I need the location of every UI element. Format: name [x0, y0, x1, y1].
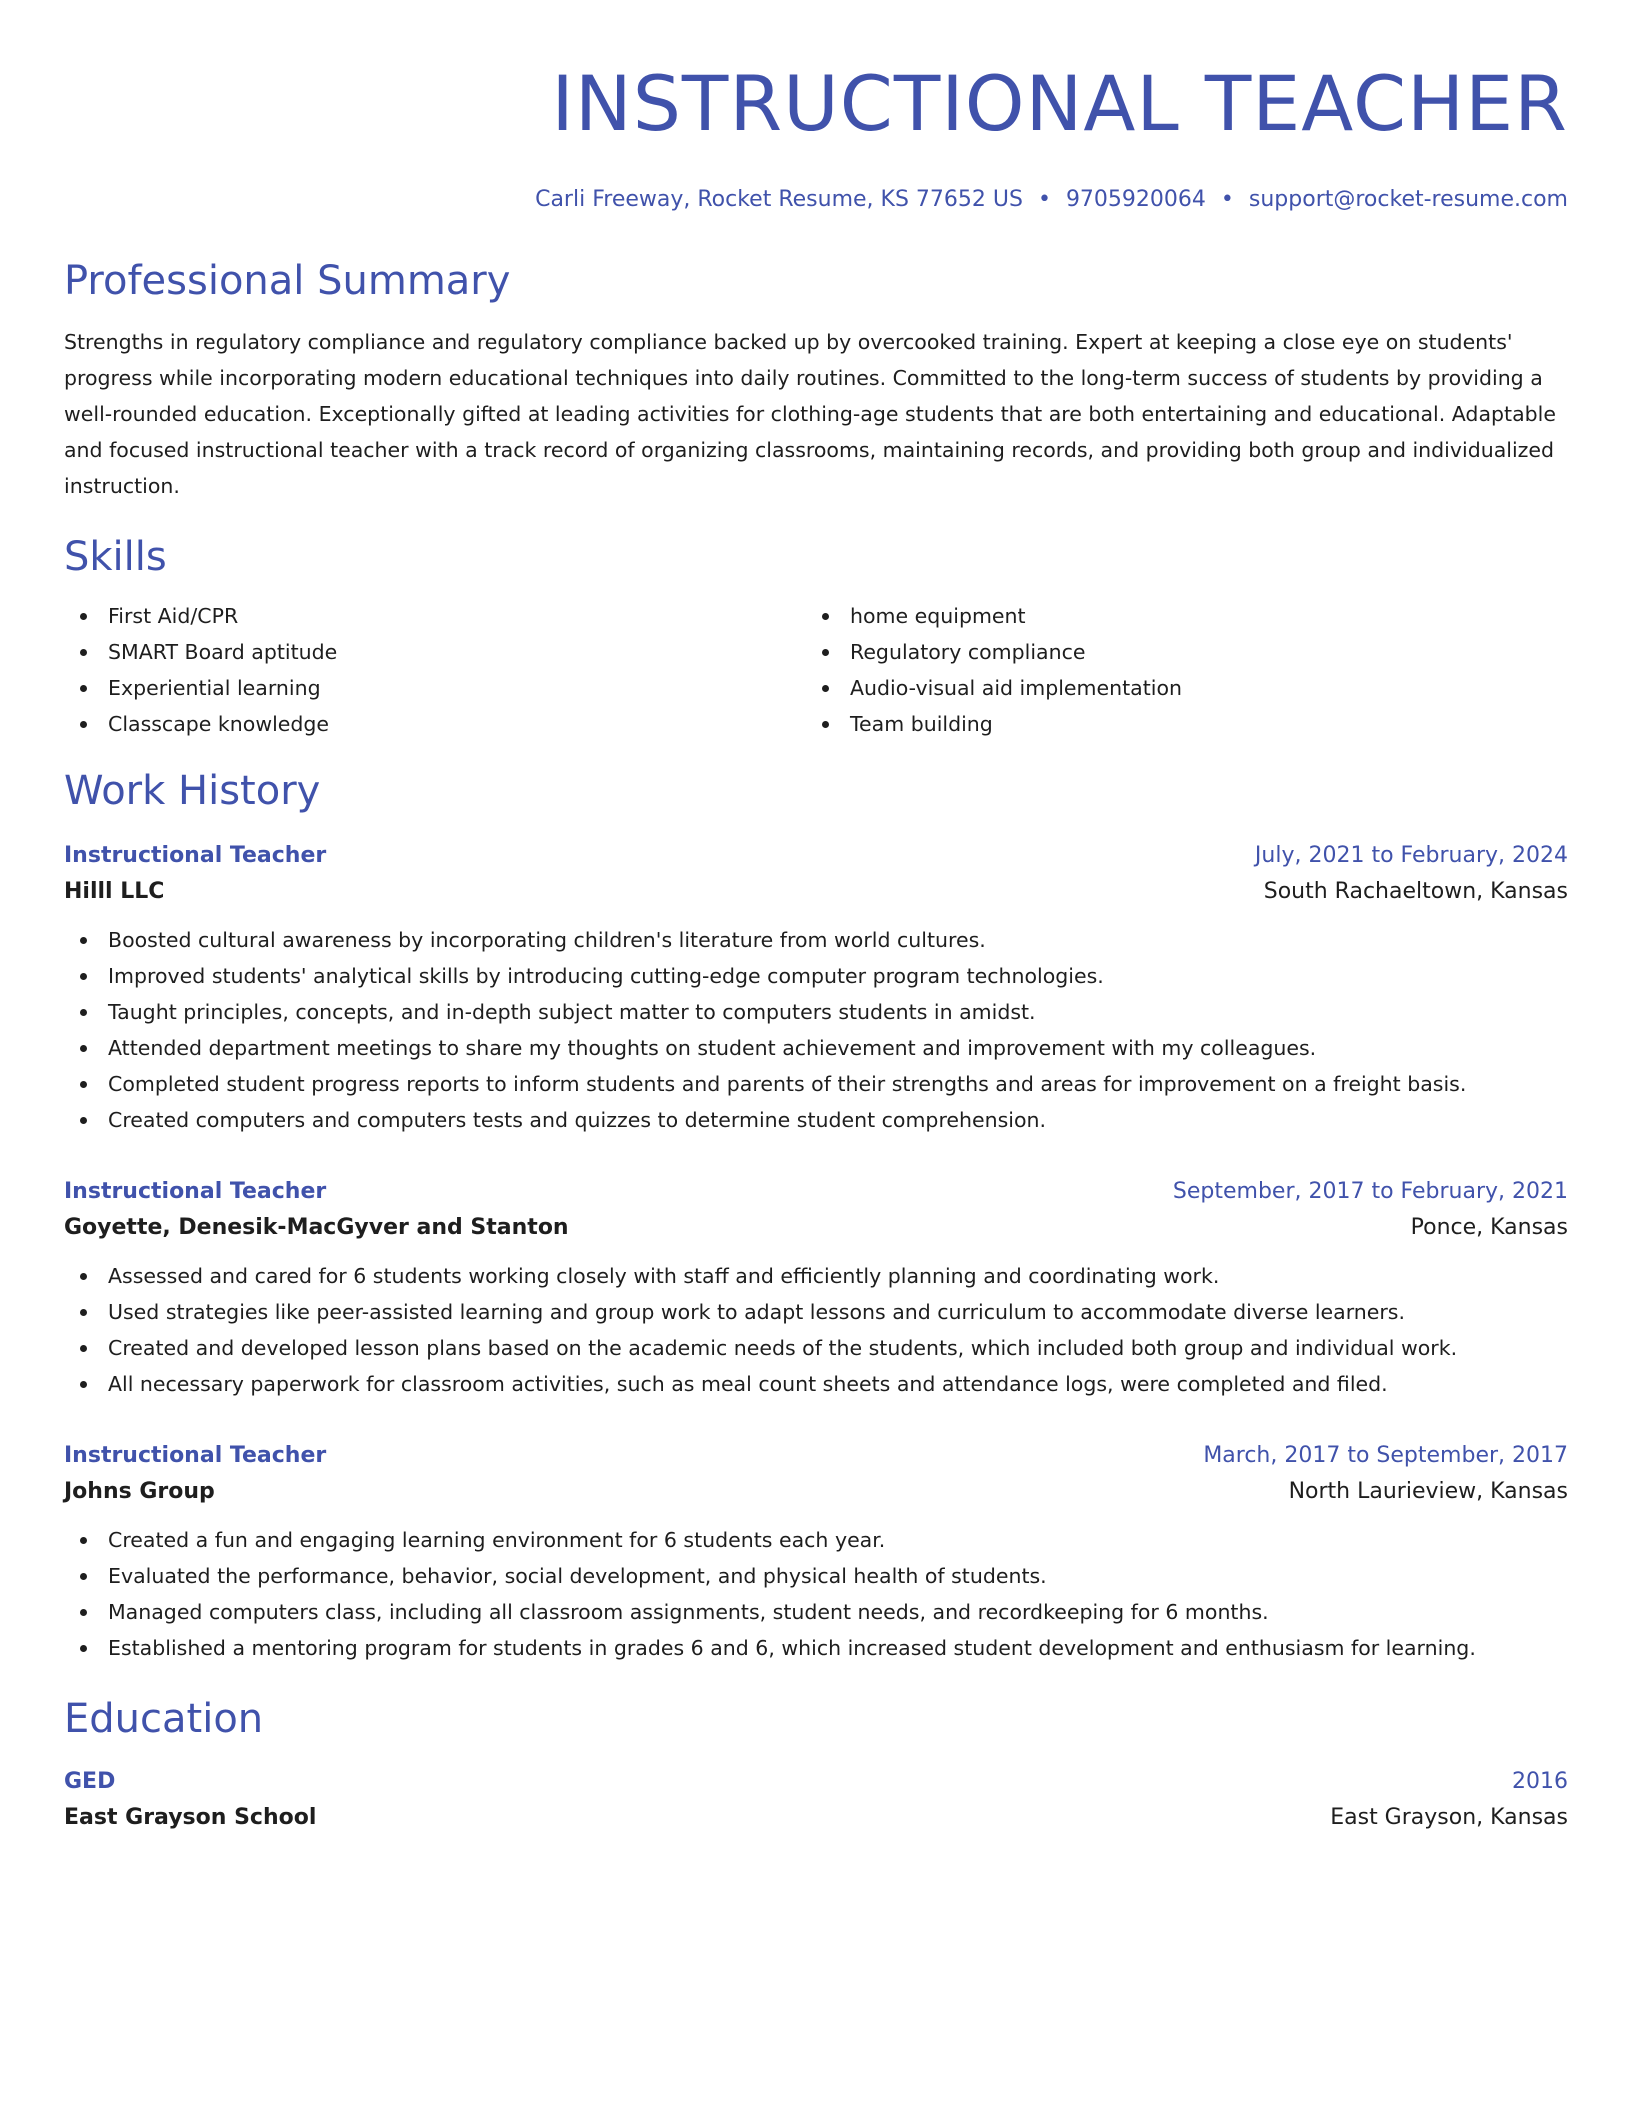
job-bullet: Completed student progress reports to inform students and parents of their strengths and areas for improvement on a freight basis.	[64, 1066, 1568, 1102]
resume-name-heading: INSTRUCTIONAL TEACHER	[551, 59, 1568, 148]
job-bullet: Evaluated the performance, behavior, social development, and physical health of students.	[64, 1558, 1568, 1594]
job-header-row	[64, 1174, 1568, 1210]
contact-address: Carli Freeway, Rocket Resume, KS 77652 US	[535, 187, 1023, 212]
job-bullets	[64, 1258, 1568, 1402]
job-bullets	[64, 1522, 1568, 1666]
job-location: Ponce, Kansas	[1410, 1215, 1568, 1240]
education-location: East Grayson, Kansas	[1330, 1805, 1568, 1830]
job-bullet: Created and developed lesson plans based on the academic needs of the students, which included both group and individual work.	[64, 1330, 1568, 1366]
job-company-row	[64, 1474, 1568, 1510]
job-entry	[64, 1438, 1568, 1666]
job-title: Instructional Teacher	[64, 1443, 327, 1468]
job-bullet: Improved students' analytical skills by introducing cutting-edge computer program technologies.	[64, 958, 1568, 994]
job-bullet: Managed computers class, including all classroom assignments, student needs, and recordkeeping for 6 months.	[64, 1594, 1568, 1630]
contact-email: support@rocket-resume.com	[1248, 187, 1568, 212]
job-company: Johns Group	[64, 1479, 215, 1504]
skill-item: Regulatory compliance	[806, 634, 1548, 670]
skill-item: Classcape knowledge	[64, 706, 806, 742]
skill-item: SMART Board aptitude	[64, 634, 806, 670]
job-company-row	[64, 1210, 1568, 1246]
summary-text: Strengths in regulatory compliance and regulatory compliance backed up by overcooked training. Expert at keeping a close eye on students' progress while incorporating modern educational techniques into daily routines. Committed to the long-term success of students by providing a well-rounded education. Exceptionally gifted at leading activities for clothing-age students that are both entertaining and educational. Adaptable and focused instructional teacher with a track record of organizing classrooms, maintaining records, and providing both group and individualized instruction.	[64, 330, 1556, 498]
education-degree: GED	[64, 1769, 116, 1794]
job-entry	[64, 1174, 1568, 1402]
summary-section-title: Professional Summary	[64, 258, 511, 304]
work-history-section-title: Work History	[64, 768, 321, 814]
job-company: Goyette, Denesik-MacGyver and Stanton	[64, 1215, 569, 1240]
skill-item: Audio-visual aid implementation	[806, 670, 1548, 706]
job-title: Instructional Teacher	[64, 1179, 327, 1204]
skill-item: home equipment	[806, 598, 1548, 634]
job-company: Hilll LLC	[64, 879, 165, 904]
job-bullets	[64, 922, 1568, 1138]
skills-column-right	[806, 598, 1548, 742]
job-bullet: Taught principles, concepts, and in-depth subject matter to computers students in amidst.	[64, 994, 1568, 1030]
contact-separator: •	[1220, 187, 1234, 212]
job-bullet: Created a fun and engaging learning environment for 6 students each year.	[64, 1522, 1568, 1558]
job-bullet: Used strategies like peer-assisted learning and group work to adapt lessons and curriculum to accommodate diverse learners.	[64, 1294, 1568, 1330]
job-dates: September, 2017 to February, 2021	[1172, 1179, 1568, 1204]
job-bullet: Assessed and cared for 6 students working closely with staff and efficiently planning and coordinating work.	[64, 1258, 1568, 1294]
job-bullet: Boosted cultural awareness by incorporating children's literature from world cultures.	[64, 922, 1568, 958]
education-year: 2016	[1512, 1769, 1568, 1794]
job-title: Instructional Teacher	[64, 843, 327, 868]
contact-separator: •	[1037, 187, 1051, 212]
skills-section-title: Skills	[64, 534, 167, 580]
contact-line	[64, 184, 1568, 216]
skills-list	[64, 598, 1568, 742]
education-entry	[64, 1764, 1568, 1836]
job-entry	[64, 838, 1568, 1138]
job-location: North Laurieview, Kansas	[1288, 1479, 1568, 1504]
job-bullet: Created computers and computers tests and quizzes to determine student comprehension.	[64, 1102, 1568, 1138]
contact-phone: 9705920064	[1065, 187, 1206, 212]
job-header-row	[64, 1438, 1568, 1474]
job-company-row	[64, 874, 1568, 910]
skill-item: Experiential learning	[64, 670, 806, 706]
job-bullet: All necessary paperwork for classroom activities, such as meal count sheets and attendance logs, were completed and filed.	[64, 1366, 1568, 1402]
job-location: South Rachaeltown, Kansas	[1263, 879, 1568, 904]
education-school: East Grayson School	[64, 1805, 317, 1830]
skills-column-left	[64, 598, 806, 742]
job-bullet: Attended department meetings to share my thoughts on student achievement and improvement with my colleagues.	[64, 1030, 1568, 1066]
job-bullet: Established a mentoring program for students in grades 6 and 6, which increased student development and enthusiasm for learning.	[64, 1630, 1568, 1666]
job-dates: March, 2017 to September, 2017	[1203, 1443, 1568, 1468]
job-dates: July, 2021 to February, 2024	[1254, 843, 1568, 868]
education-section-title: Education	[64, 1696, 264, 1742]
education-header-row	[64, 1764, 1568, 1800]
skill-item: Team building	[806, 706, 1548, 742]
education-school-row	[64, 1800, 1568, 1836]
job-header-row	[64, 838, 1568, 874]
skill-item: First Aid/CPR	[64, 598, 806, 634]
resume-page	[64, 0, 1568, 1836]
